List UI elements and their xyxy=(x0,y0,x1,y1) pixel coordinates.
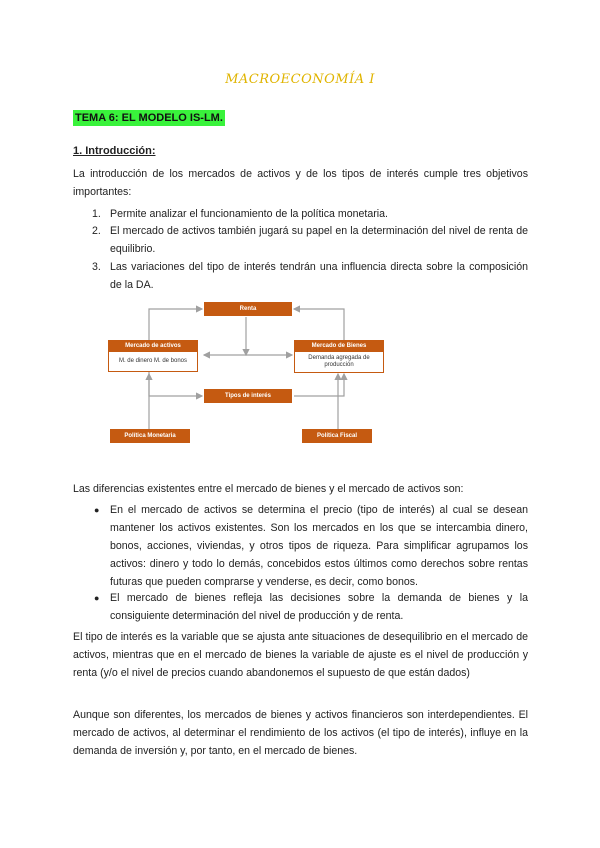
list-text: El mercado de activos también jugará su papel en la determinación del nivel de renta de equilibrio. xyxy=(110,225,528,255)
list-text: Las variaciones del tipo de interés tendrán una influencia directa sobre la composición de la DA. xyxy=(110,261,528,291)
document-title: MACROECONOMÍA I xyxy=(225,72,375,87)
mercado-activos-sub: M. de dinero M. de bonos xyxy=(108,351,198,372)
bullet-text: El mercado de bienes refleja las decisiones sobre la demanda de bienes y la consiguiente determinación del nivel de producción y de renta. xyxy=(110,592,528,622)
bullet-item xyxy=(92,501,528,591)
renta-box: Renta xyxy=(204,302,292,316)
diagram xyxy=(106,300,396,445)
politica-monetaria-box: Política Monetaria xyxy=(110,429,190,443)
tipos-interes-box: Tipos de interés xyxy=(204,389,292,403)
list-item xyxy=(92,222,528,258)
body-paragraph: El tipo de interés es la variable que se ajusta ante situaciones de desequilibrio en el mercado de activos, mientras que en el mercado de bienes la variable de ajuste es el nivel de producción y renta (y/o el nivel de precios cuando abandonemos el supuesto de que están dados) xyxy=(73,631,528,679)
bullet-text: En el mercado de activos se determina el precio (tipo de interés) al cual se desean mantener los activos existentes. Son los mercados en los que se intercambia dinero, bonos, acciones, viviendas, y otros tipos de riqueza. Para simplificar agrupamos los activos: dinero y todo lo demás, concebidos estos últimos como derechos sobre rentas futuras que pueden comprarse y venderse, es decir, como bonos. xyxy=(110,504,528,588)
bullet-mark: ● xyxy=(94,593,100,603)
list-number: 2. xyxy=(92,225,101,237)
differences-paragraph: Las diferencias existentes entre el mercado de bienes y el mercado de activos son: xyxy=(73,483,464,495)
mercado-bienes-box: Mercado de Bienes xyxy=(294,340,384,351)
bullet-mark: ● xyxy=(94,505,100,515)
list-text: Permite analizar el funcionamiento de la política monetaria. xyxy=(110,208,388,220)
list-item xyxy=(92,205,528,223)
body-paragraph: Aunque son diferentes, los mercados de bienes y activos financieros son interdependientes. El mercado de activos, al determinar el rendimiento de los activos (el tipo de interés), influye en la demanda de inversión y, por tanto, en el mercado de bienes. xyxy=(73,709,528,757)
mercado-activos-box: Mercado de activos xyxy=(108,340,198,351)
bullet-item xyxy=(92,589,528,625)
politica-fiscal-box: Política Fiscal xyxy=(302,429,372,443)
section-heading: 1. Introducción: xyxy=(73,145,156,157)
intro-paragraph: La introducción de los mercados de activos y de los tipos de interés cumple tres objetivos importantes: xyxy=(73,168,528,198)
list-number: 3. xyxy=(92,261,101,273)
list-item xyxy=(92,258,528,294)
mercado-bienes-sub: Demanda agregada de producción xyxy=(294,351,384,373)
list-number: 1. xyxy=(92,208,101,220)
topic-heading: TEMA 6: EL MODELO IS-LM. xyxy=(75,112,223,124)
